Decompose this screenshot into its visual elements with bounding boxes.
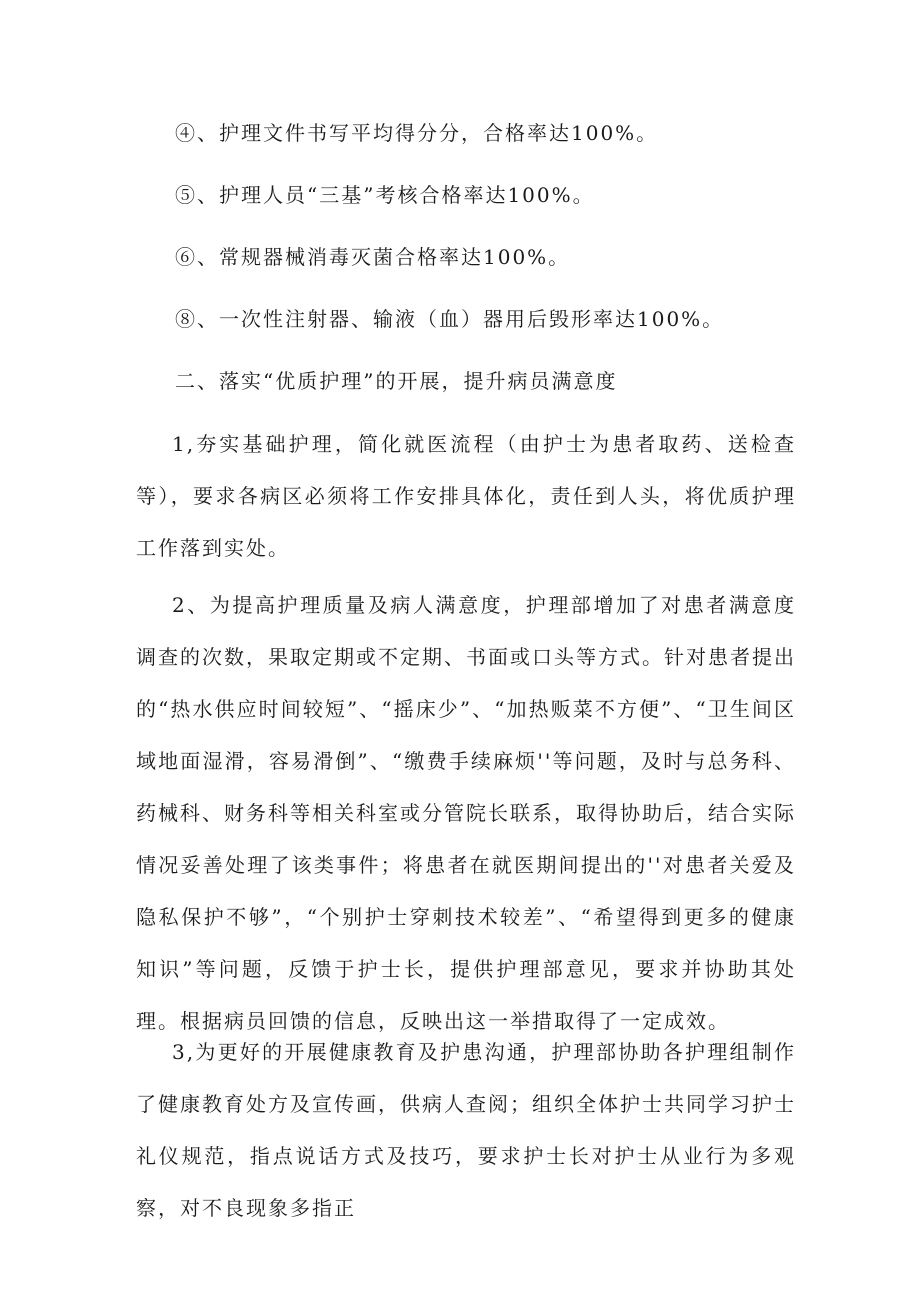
item-6: ⑥、常规器械消毒灭菌合格率达100%。 — [175, 245, 571, 269]
paragraph-3: 3,为更好的开展健康教育及护患沟通，护理部协助各护理组制作了健康教育处方及宣传画，供病人查阅；组织全体护士共同学习护士礼仪规范，指点说话方式及技巧，要求护士长对护士从业行为多观察，对不良现象多指正 — [136, 1040, 796, 1220]
item-5: ⑤、护理人员“三基”考核合格率达100%。 — [175, 183, 595, 207]
section-heading: 二、落实“优质护理”的开展，提升病员满意度 — [175, 369, 618, 393]
item-4: ④、护理文件书写平均得分分，合格率达100%。 — [175, 121, 659, 145]
paragraph-2: 2、为提高护理质量及病人满意度，护理部增加了对患者满意度调查的次数，果取定期或不定期、书面或口头等方式。针对患者提出的“热水供应时间较短”、“摇床少”、“加热贩菜不方便”、“卫生间区域地面湿滑，容易滑倒”、“缴费手续麻烦''等问题，及时与总务科、药械科、财务科等相关科室或分管院长联系，取得协助后，结合实际情况妥善处理了该类事件；将患者在就医期间提出的''对患者关爱及隐私保护不够”，“个别护士穿刺技术较差”、“希望得到更多的健康知识”等问题，反馈于护士长，提供护理部意见，要求并协助其处理。根据病员回馈的信息，反映出这一举措取得了一定成效。 — [136, 593, 796, 1033]
item-8: ⑧、一次性注射器、输液（血）器用后毁形率达100%。 — [175, 307, 725, 331]
paragraph-1: 1,夯实基础护理，简化就医流程（由护士为患者取药、送检查等），要求各病区必须将工作安排具体化，责任到人头，将优质护理工作落到实处。 — [136, 432, 796, 560]
